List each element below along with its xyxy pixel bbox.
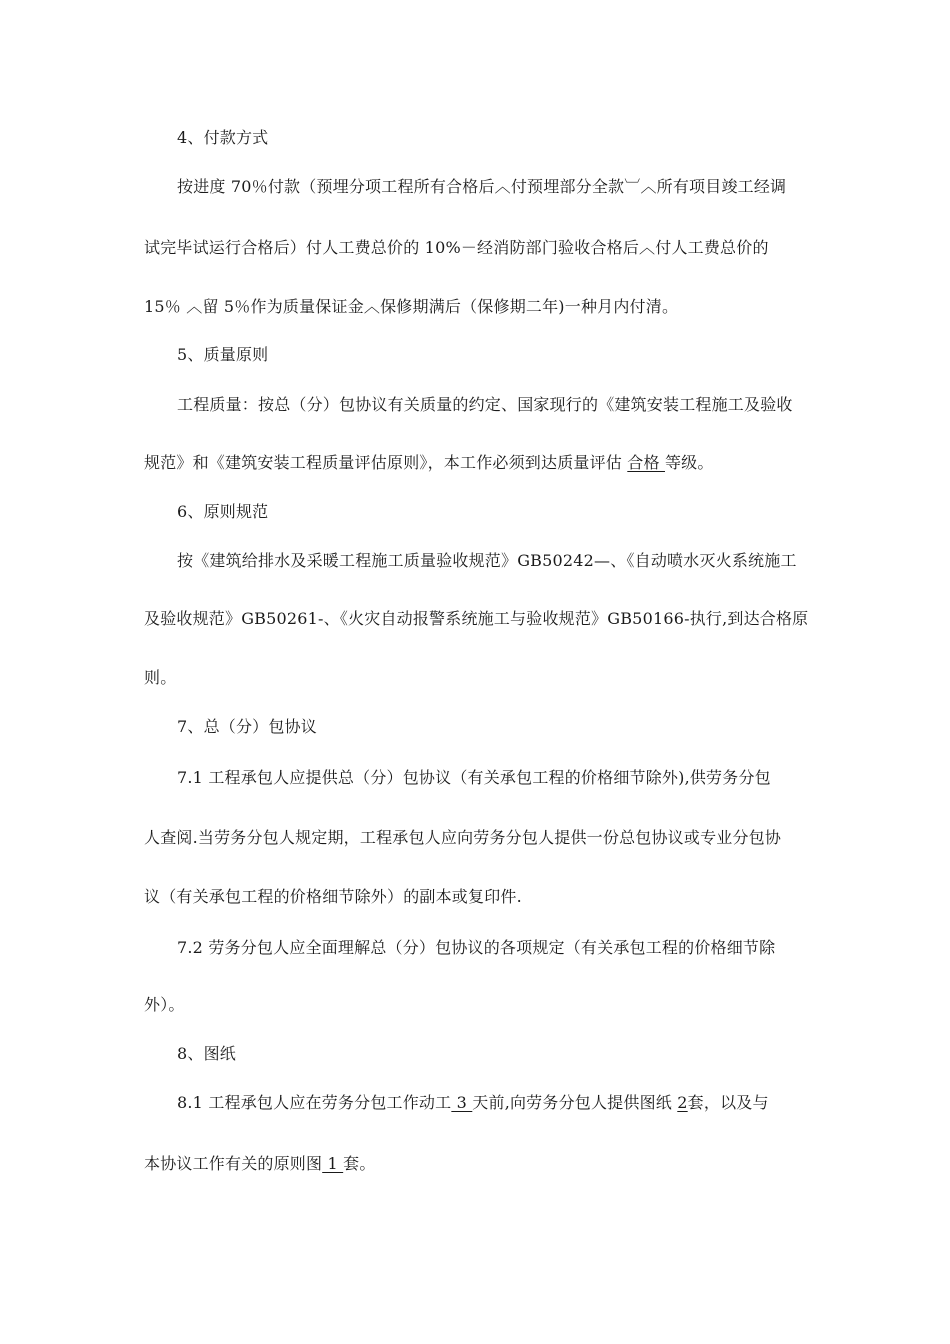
standard-drawing-sets-value: 1 [322,1154,344,1173]
section-6-line-3: 则。 [144,668,177,687]
section-5-line-2-text: 规范》和《建筑安装工程质量评估原则》，本工作必须到达质量评估 [144,453,628,472]
quality-grade-value: 合格 [627,453,665,472]
section-8-1-line-1 [177,1093,769,1113]
section-8-1-line-2 [144,1154,376,1174]
section-7-1-line-2: 人查阅.当劳务分包人规定期，工程承包人应向劳务分包人提供一份总包协议或专业分包协 [144,828,782,847]
section-4-line-3: 15％ ︿留 5％作为质量保证金︿保修期满后（保修期二年)一种月内付清。 [144,297,679,316]
drawing-sets-value: 2 [677,1093,688,1112]
section-8-1-text-a: 8.1 工程承包人应在劳务分包工作动工 [177,1093,452,1112]
section-7-1-line-3: 议（有关承包工程的价格细节除外）的副本或复印件. [144,887,522,906]
section-6-line-2: 及验收规范》GB50261-、《火灾自动报警系统施工与验收规范》GB50166-执行,到达合格原 [144,609,809,628]
section-8-1-line-2-text-a: 本协议工作有关的原则图 [144,1154,323,1173]
section-8-1-line-2-text-b: 套。 [343,1154,376,1173]
section-8-1-text-b: 天前,向劳务分包人提供图纸 [472,1093,678,1112]
section-5-line-2-end: 等级。 [664,453,714,472]
section-7-2-line-2: 外）。 [144,995,185,1014]
section-5-heading: 5、质量原则 [177,345,269,364]
section-5-line-2 [144,453,714,473]
section-8-heading: 8、图纸 [177,1044,236,1063]
section-4-heading: 4、付款方式 [177,128,269,147]
section-7-1-line-1: 7.1 工程承包人应提供总（分）包协议（有关承包工程的价格细节除外),供劳务分包 [177,768,771,787]
section-5-line-1: 工程质量：按总（分）包协议有关质量的约定、国家现行的《建筑安装工程施工及验收 [177,395,793,414]
section-6-heading: 6、原则规范 [177,502,269,521]
section-8-1-text-c: 套，以及与 [687,1093,769,1112]
section-7-heading: 7、总（分）包协议 [177,717,317,736]
section-6-line-1: 按《建筑给排水及采暖工程施工质量验收规范》GB50242—、《自动喷水灭火系统施工 [177,551,797,570]
section-7-2-line-1: 7.2 劳务分包人应全面理解总（分）包协议的各项规定（有关承包工程的价格细节除 [177,938,776,957]
lead-days-value: 3 [451,1093,473,1112]
section-4-line-2: 试完毕试运行合格后）付人工费总价的 10%－经消防部门验收合格后︿付人工费总价的 [144,238,769,257]
section-4-line-1: 按进度 70％付款（预埋分项工程所有合格后︿付预埋部分全款︺︿所有项目竣工经调 [177,177,787,196]
